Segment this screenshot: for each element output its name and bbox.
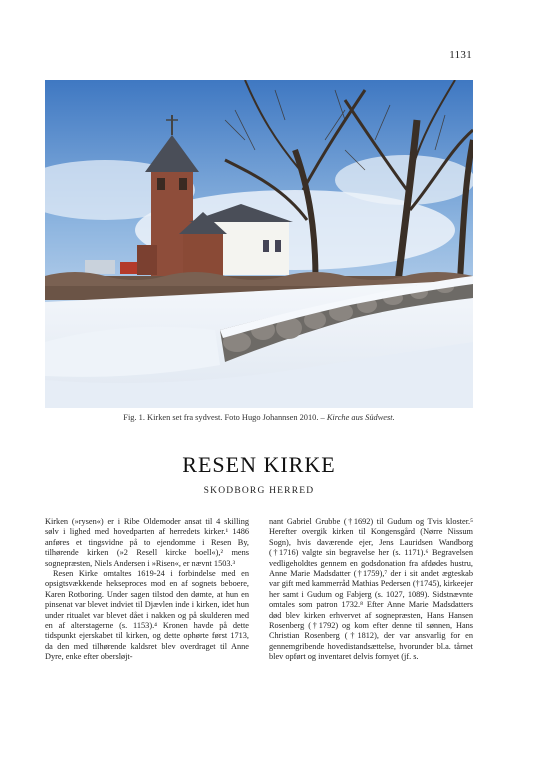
paragraph: Kirken (»rysen«) er i Ribe Oldemoder ansat til 4 skilling sølv i lighed med hovedparten af herredets kirker.¹ 1486 anføres et tingsvidne på to ejendomme i Resen By, tilhørende kirken (»2 Resell kircke boell«),² mens sognepræsten, Niels Andersen i »Risen«, er nævnt 1503.³ <box>45 517 249 568</box>
right-column <box>269 517 473 663</box>
paragraph: nant Gabriel Grubbe (†1692) til Gudum og Tvis kloster.⁵ Herefter overgik kirken til Kongensgård (Nørre Nissum Sogn), hvis daværende ejer, Jens Lauridsen Wandborg (†1716) valgte sin begravelse her (s. 1171).⁶ Begravelsen vedligeholdtes gennem en godsdonation fra afdødes hustru, Anne Marie Madsdatter (†1759),⁷ der i sit andet ægteskab var gift med kammerråd Mathias Pedersen (†1745), kirkeejer her samt i Gudum og Fabjerg (s. 1027, 1089). Sidstnævnte omtales som patron 1732.⁸ Efter Anne Marie Madsdatters død blev kirken erhvervet af sognepræsten, Hans Hansen Rosenberg (†1792) og kom efter denne til sønnen, Hans Christian Rosenberg (†1812), der var ansvarlig for en gennemgribende hovedistandsættelse, hvorunder bl.a. tårnet blev opført og inventaret delvis fornyet (jf. s. <box>269 517 473 662</box>
church-photo <box>45 80 473 408</box>
paragraph: Resen Kirke omtaltes 1619-24 i forbindelse med en opsigtsvækkende hekseproces mod en af sognets beboere, Karen Rotboring. Under sagen tilstod den dømte, at hun en pinsenat var blevet indviet til Djævlen inde i kirken, idet hun under ritualet var blevet dået i nakken og på skulderen med en af alterstagerne (s. 1153).⁴ Kronen havde på dette tidspunkt ejerskabet til kirken, og dette ophørte først 1713, da den med tilhørende kaldsret blev overdraget til Anne Dyre, enke efter obersløjt- <box>45 569 249 662</box>
page-subtitle: SKODBORG HERRED <box>203 486 315 496</box>
church-photo-image <box>45 80 473 408</box>
figure-caption <box>45 413 473 422</box>
caption-translation: Kirche aus Südwest. <box>326 413 395 422</box>
page-title: RESEN KIRKE <box>182 452 336 477</box>
caption-text: Fig. 1. Kirken set fra sydvest. Foto Hugo Johannsen 2010. – <box>123 413 325 422</box>
page-number: 1131 <box>449 49 472 61</box>
left-column <box>45 517 249 663</box>
